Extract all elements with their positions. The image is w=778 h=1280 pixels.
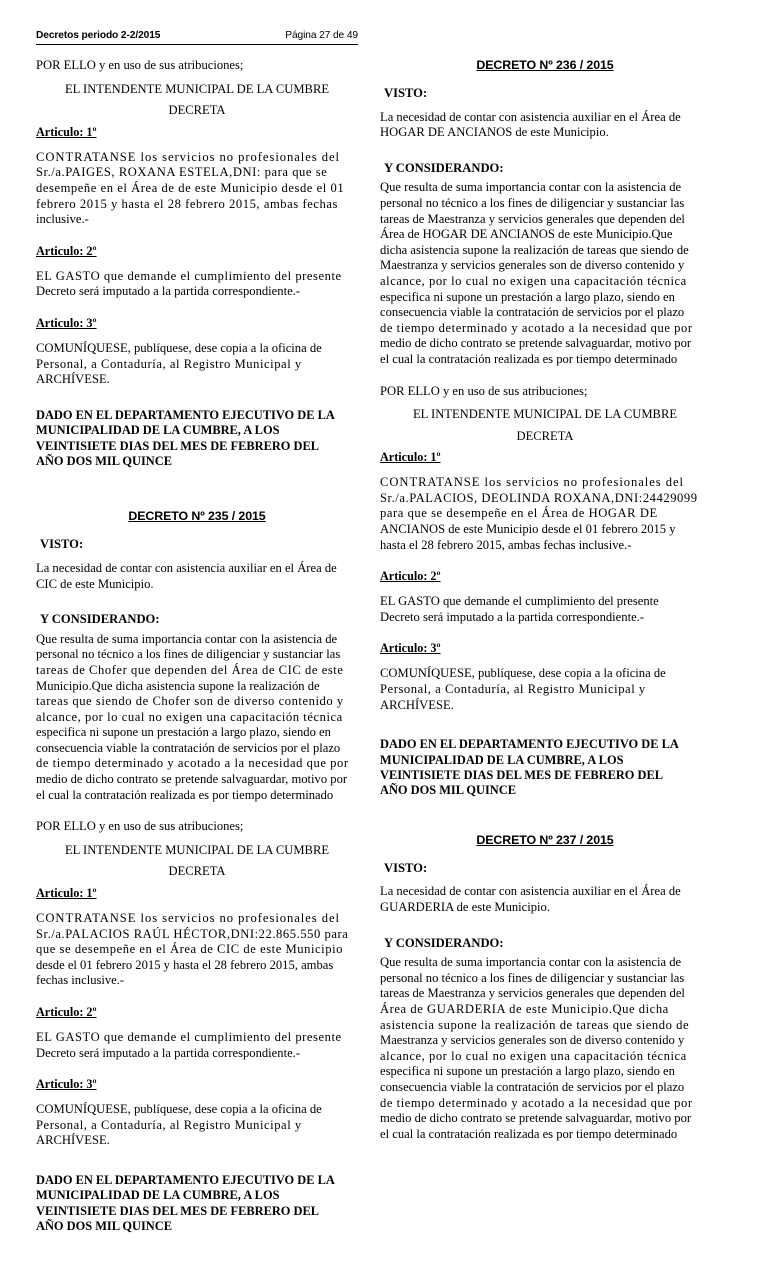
decreto-237-title: DECRETO Nº 237 / 2015	[476, 832, 614, 847]
text-line: Maestranza y servicios generales son de diverso contenido y	[380, 1033, 685, 1048]
text-line: inclusive.-	[36, 212, 89, 227]
articulo-1-heading: Articulo: 1º	[380, 450, 441, 465]
text-line: Decreto será imputado a la partida correspondiente.-	[380, 609, 645, 624]
articulo-1-body	[380, 475, 710, 553]
text-line: CIC de este Municipio.	[36, 576, 154, 591]
text-line: MUNICIPALIDAD DE LA CUMBRE, A LOS	[36, 1188, 280, 1203]
text-line: Personal, a Contaduría, al Registro Municipal y	[36, 356, 302, 371]
text-line: alcance, por lo cual no exigen una capacitación técnica	[380, 1048, 687, 1063]
text-line: Personal, a Contaduría, al Registro Municipal y	[36, 1117, 302, 1132]
text-line: DADO EN EL DEPARTAMENTO EJECUTIVO DE LA	[36, 1172, 335, 1187]
articulo-3-heading: Articulo: 3º	[36, 1077, 97, 1092]
articulo-2-heading: Articulo: 2º	[36, 243, 97, 258]
text-line: desempeñe en el Área de de este Municipio desde el 01	[36, 180, 345, 195]
text-line: el cual la contratación realizada es por tiempo determinado	[380, 1126, 678, 1141]
text-line: VEINTISIETE DIAS DEL MES DE FEBRERO DEL	[36, 438, 319, 453]
considerando-body	[380, 180, 710, 367]
text-line: especifica ni supone un prestación a largo plazo, siendo en	[380, 1064, 675, 1079]
considerando-body	[36, 632, 358, 804]
text-line: el cual la contratación realizada es por tiempo determinado	[380, 351, 678, 366]
visto-body	[36, 561, 358, 592]
text-line: Área de HOGAR DE ANCIANOS de este Municipio.Que	[380, 227, 673, 242]
text-line: alcance, por lo cual no exigen una capacitación técnica	[380, 273, 687, 288]
text-line: Maestranza y servicios generales son de diverso contenido y	[380, 258, 685, 273]
visto-body	[380, 110, 710, 141]
text-line: de tiempo determinado y acotado a la necesidad que por	[36, 756, 349, 771]
text-line: VEINTISIETE DIAS DEL MES DE FEBRERO DEL	[36, 1203, 319, 1218]
articulo-2-heading: Articulo: 2º	[380, 569, 441, 584]
text-line: COMUNÍQUESE, publíquese, dese copia a la oficina de	[380, 666, 666, 681]
dado-block	[36, 408, 358, 470]
text-line: La necesidad de contar con asistencia auxiliar en el Área de	[380, 884, 681, 899]
articulo-3-heading: Articulo: 3º	[36, 315, 97, 330]
text-line: de tiempo determinado y acotado a la necesidad que por	[380, 320, 693, 335]
header-document-title: Decretos periodo 2-2/2015	[36, 30, 161, 41]
intendente-line: EL INTENDENTE MUNICIPAL DE LA CUMBRE	[412, 407, 678, 422]
text-line: medio de dicho contrato se pretende salvaguardar, motivo por	[36, 772, 348, 787]
text-line: especifica ni supone un prestación a largo plazo, siendo en	[380, 289, 675, 304]
text-line: febrero 2015 y hasta el 28 febrero 2015, ambas fechas	[36, 196, 338, 211]
visto-heading: VISTO:	[384, 86, 428, 100]
text-line: hasta el 28 febrero 2015, ambas fechas inclusive.-	[380, 537, 632, 552]
text-line: asistencia supone la realización de tareas que siendo de	[380, 1017, 690, 1032]
text-line: Sr./a.PALACIOS, DEOLINDA ROXANA,DNI:24429099	[380, 490, 698, 505]
text-line: COMUNÍQUESE, publíquese, dese copia a la oficina de	[36, 340, 322, 355]
text-line: COMUNÍQUESE, publíquese, dese copia a la oficina de	[36, 1102, 322, 1117]
text-line: Decreto será imputado a la partida correspondiente.-	[36, 1045, 301, 1060]
text-line: el cual la contratación realizada es por tiempo determinado	[36, 787, 334, 802]
dado-block	[380, 737, 710, 799]
text-line: ARCHÍVESE.	[380, 697, 454, 712]
visto-heading: VISTO:	[40, 537, 84, 552]
text-line: EL GASTO que demande el cumplimiento del presente	[36, 268, 342, 283]
text-line: ARCHÍVESE.	[36, 1133, 110, 1148]
text-line: para que se desempeñe en el Área de HOGAR DE	[380, 506, 658, 521]
considerando-body	[380, 955, 710, 1142]
articulo-2-body	[36, 269, 358, 300]
articulo-3-heading: Articulo: 3º	[380, 641, 441, 656]
text-line: HOGAR DE ANCIANOS de este Municipio.	[380, 125, 609, 140]
articulo-1-heading: Articulo: 1º	[36, 886, 97, 901]
por-ello-text: POR ELLO y en uso de sus atribuciones;	[380, 383, 588, 398]
articulo-2-body	[36, 1030, 358, 1061]
articulo-1-body	[36, 911, 358, 989]
decreta-line: DECRETA	[168, 864, 226, 879]
text-line: Municipio.Que dicha asistencia supone la realización de	[36, 678, 320, 693]
left-column	[36, 58, 358, 1258]
text-line: de tiempo determinado y acotado a la necesidad que por	[380, 1095, 693, 1110]
decreto-235	[36, 509, 358, 1234]
text-line: consecuencia viable la contratación de servicios por el plazo	[380, 1079, 685, 1094]
text-line: EL GASTO que demande el cumplimiento del presente	[36, 1030, 342, 1044]
visto-body	[380, 884, 710, 915]
intendente-line: EL INTENDENTE MUNICIPAL DE LA CUMBRE	[64, 81, 330, 96]
text-line: tareas que siendo de Chofer son de diverso contenido y	[36, 694, 344, 709]
page-header	[36, 30, 358, 45]
text-line: personal no técnico a los fines de diligenciar y sustanciar las	[380, 195, 685, 210]
por-ello-text: POR ELLO y en uso de sus atribuciones;	[36, 58, 244, 72]
text-line: La necesidad de contar con asistencia auxiliar en el Área de	[380, 109, 681, 124]
visto-heading: VISTO:	[384, 860, 428, 875]
text-line: personal no técnico a los fines de diligenciar y sustanciar las	[380, 970, 685, 985]
decreto-237	[380, 833, 710, 1143]
text-line: GUARDERIA de este Municipio.	[380, 900, 550, 915]
text-line: especifica ni supone un prestación a largo plazo, siendo en	[36, 725, 331, 740]
text-line: Sr./a.PAIGES, ROXANA ESTELA,DNI: para que se	[36, 165, 328, 180]
text-line: dicha asistencia supone la realización de tareas que siendo de	[380, 242, 689, 257]
header-page-number: Página 27 de 49	[285, 30, 358, 41]
text-line: CONTRATANSE los servicios no profesionales del	[380, 475, 684, 490]
text-line: DADO EN EL DEPARTAMENTO EJECUTIVO DE LA	[36, 407, 335, 422]
text-line: Sr./a.PALACIOS RAÚL HÉCTOR,DNI:22.865.550 para	[36, 926, 349, 941]
decreto-235-title: DECRETO Nº 235 / 2015	[128, 509, 266, 524]
text-line: AÑO DOS MIL QUINCE	[380, 783, 516, 798]
text-line: personal no técnico a los fines de diligenciar y sustanciar las	[36, 647, 341, 662]
text-line: La necesidad de contar con asistencia auxiliar en el Área de	[36, 560, 337, 575]
right-column	[380, 58, 710, 1258]
articulo-1-heading: Articulo: 1º	[36, 124, 97, 139]
decreta-line: DECRETA	[168, 103, 226, 118]
text-line: Área de GUARDERIA de este Municipio.Que dicha	[380, 1002, 669, 1016]
considerando-heading: Y CONSIDERANDO:	[40, 612, 160, 627]
articulo-2-body	[380, 594, 710, 625]
text-line: tareas de Maestranza y servicios generales que dependen del	[380, 211, 685, 226]
por-ello-text: POR ELLO y en uso de sus atribuciones;	[36, 819, 244, 834]
text-line: CONTRATANSE los servicios no profesionales del	[36, 149, 340, 164]
text-line: alcance, por lo cual no exigen una capacitación técnica	[36, 709, 343, 724]
text-line: tareas de Chofer que dependen del Área de CIC de este	[36, 662, 344, 677]
text-line: Que resulta de suma importancia contar con la asistencia de	[380, 955, 682, 970]
intendente-line: EL INTENDENTE MUNICIPAL DE LA CUMBRE	[64, 842, 330, 857]
articulo-2-heading: Articulo: 2º	[36, 1005, 97, 1019]
text-line: medio de dicho contrato se pretende salvaguardar, motivo por	[380, 336, 692, 351]
text-line: MUNICIPALIDAD DE LA CUMBRE, A LOS	[380, 752, 624, 767]
text-line: fechas inclusive.-	[36, 973, 125, 988]
articulo-3-body	[380, 666, 710, 713]
text-line: AÑO DOS MIL QUINCE	[36, 453, 172, 468]
decreto-234-tail	[36, 58, 358, 469]
text-line: ARCHÍVESE.	[36, 372, 110, 387]
text-line: desde el 01 febrero 2015 y hasta el 28 febrero 2015, ambas	[36, 957, 334, 972]
decreta-line: DECRETA	[516, 428, 574, 443]
text-line: consecuencia viable la contratación de servicios por el plazo	[36, 740, 341, 755]
text-line: medio de dicho contrato se pretende salvaguardar, motivo por	[380, 1111, 692, 1126]
text-line: tareas de Maestranza y servicios generales que dependen del	[380, 986, 685, 1001]
text-line: ANCIANOS de este Municipio desde el 01 febrero 2015 y	[380, 522, 676, 537]
text-line: EL GASTO que demande el cumplimiento del presente	[380, 594, 659, 609]
considerando-heading: Y CONSIDERANDO:	[384, 160, 504, 175]
text-line: DADO EN EL DEPARTAMENTO EJECUTIVO DE LA	[380, 737, 679, 752]
text-line: Que resulta de suma importancia contar con la asistencia de	[380, 180, 682, 195]
text-line: AÑO DOS MIL QUINCE	[36, 1219, 172, 1234]
text-line: que se desempeñe en el Área de CIC de este Municipio	[36, 942, 343, 957]
decreto-236-title: DECRETO Nº 236 / 2015	[476, 58, 614, 72]
articulo-3-body	[36, 1102, 358, 1149]
text-line: consecuencia viable la contratación de servicios por el plazo	[380, 305, 685, 320]
text-line: Personal, a Contaduría, al Registro Municipal y	[380, 682, 646, 697]
decreto-236	[380, 58, 710, 799]
text-line: Que resulta de suma importancia contar con la asistencia de	[36, 631, 338, 646]
articulo-3-body	[36, 341, 358, 388]
dado-block	[36, 1173, 358, 1235]
articulo-1-body	[36, 150, 358, 228]
text-line: CONTRATANSE los servicios no profesionales del	[36, 911, 340, 926]
text-line: Decreto será imputado a la partida correspondiente.-	[36, 284, 301, 299]
text-line: VEINTISIETE DIAS DEL MES DE FEBRERO DEL	[380, 768, 663, 783]
considerando-heading: Y CONSIDERANDO:	[384, 935, 504, 950]
text-line: MUNICIPALIDAD DE LA CUMBRE, A LOS	[36, 423, 280, 438]
